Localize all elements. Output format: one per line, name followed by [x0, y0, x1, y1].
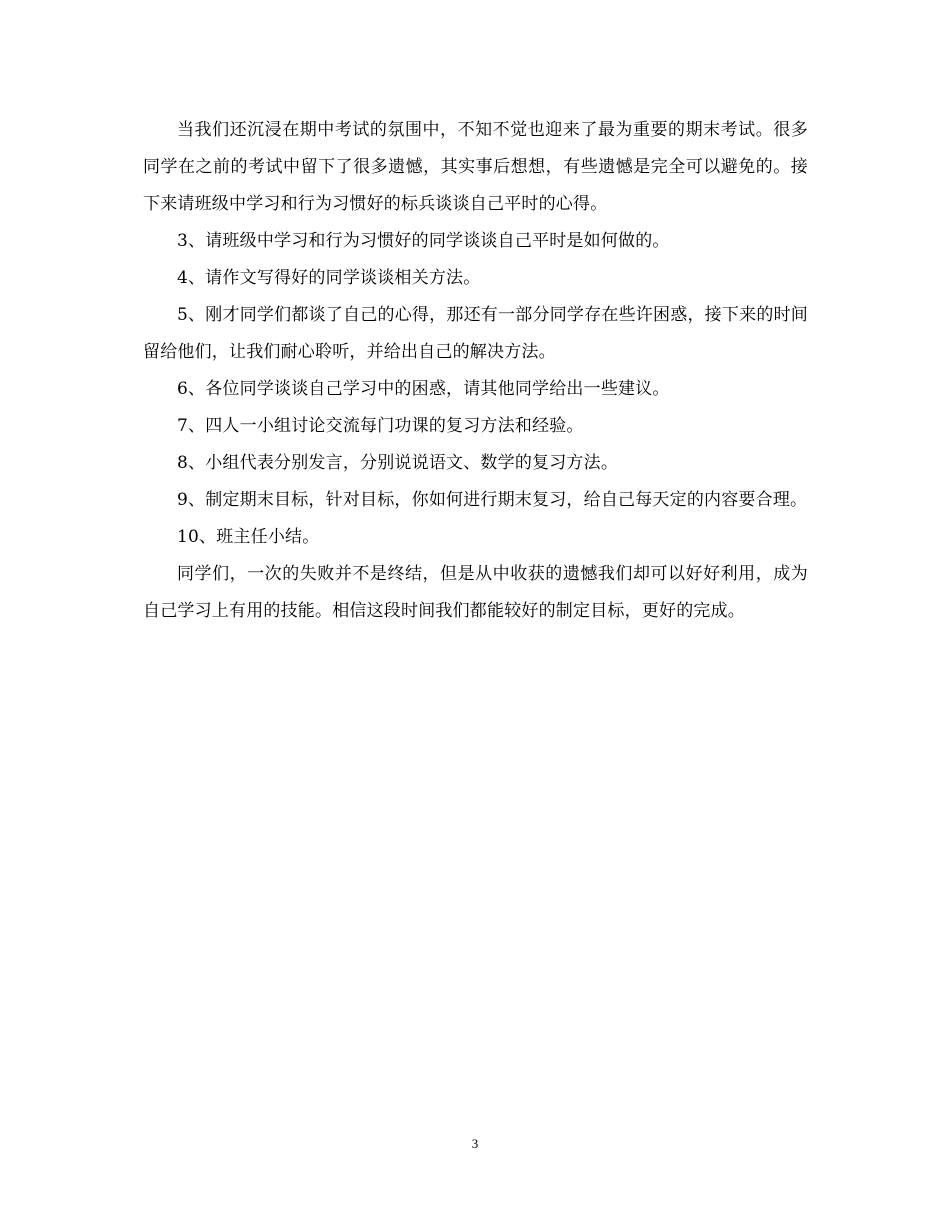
page-number: 3 — [471, 1136, 479, 1151]
paragraph-item-5: 5、刚才同学们都谈了自己的心得，那还有一部分同学存在些许困惑，接下来的时间留给他们，让我们耐心聆听，并给出自己的解决方法。 — [143, 305, 808, 362]
paragraph-item-4: 4、请作文写得好的同学谈谈相关方法。 — [177, 268, 481, 288]
paragraph-item-7: 7、四人一小组讨论交流每门功课的复习方法和经验。 — [177, 416, 584, 436]
paragraph-item-8: 8、小组代表分别发言，分别说说语文、数学的复习方法。 — [177, 453, 619, 473]
paragraph-intro: 当我们还沉浸在期中考试的氛围中，不知不觉也迎来了最为重要的期末考试。很多同学在之前的考试中留下了很多遗憾，其实事后想想，有些遗憾是完全可以避免的。接下来请班级中学习和行为习惯好的标兵谈谈自己平时的心得。 — [143, 120, 808, 214]
body-text — [143, 112, 808, 630]
paragraph-conclusion: 同学们，一次的失败并不是终结，但是从中收获的遗憾我们却可以好好利用，成为自己学习上有用的技能。相信这段时间我们都能较好的制定目标，更好的完成。 — [143, 564, 808, 621]
paragraph-item-3: 3、请班级中学习和行为习惯好的同学谈谈自己平时是如何做的。 — [177, 231, 670, 251]
paragraph-item-6: 6、各位同学谈谈自己学习中的困惑，请其他同学给出一些建议。 — [177, 379, 670, 399]
paragraph-item-10: 10、班主任小结。 — [177, 527, 320, 547]
paragraph-item-9: 9、制定期末目标，针对目标，你如何进行期末复习，给自己每天定的内容要合理。 — [177, 490, 808, 510]
